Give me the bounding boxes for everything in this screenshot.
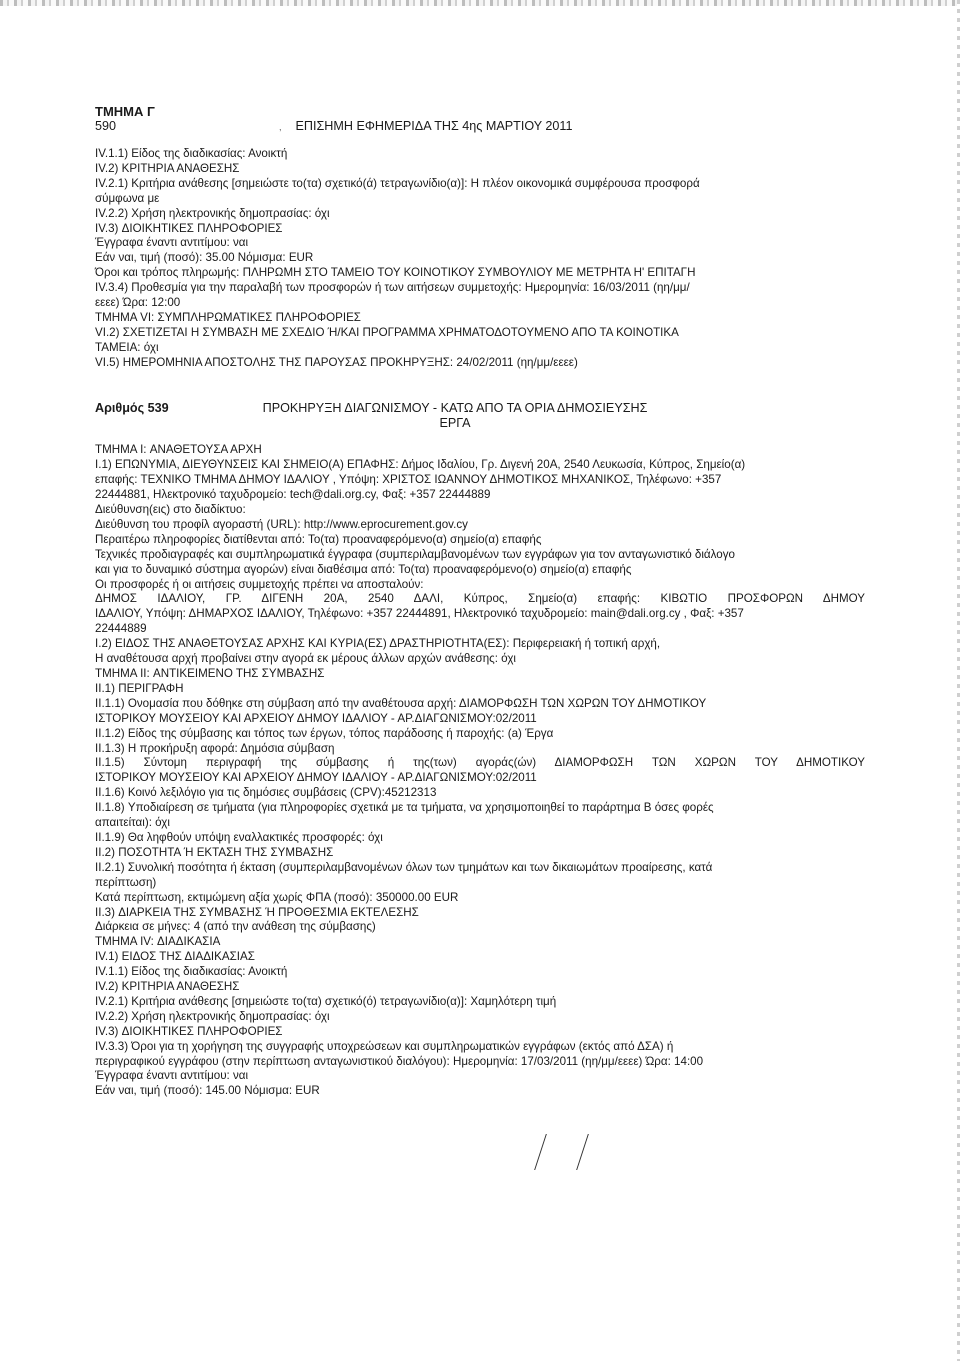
spacer	[95, 431, 865, 443]
notice-body	[95, 443, 865, 1099]
text-line: IV.2.1) Κριτήρια ανάθεσης [σημειώστε το(τα) σχετικό(ό) τετραγωνίδιο(α)]: Χαμηλότερη τιμή	[95, 994, 557, 1008]
spacer	[95, 135, 865, 147]
text-line: Εάν ναι, τιμή (ποσό): 35.00 Νόμισμα: EUR	[95, 251, 314, 265]
text-line: IV.3.3) Όροι για τη χορήγηση της συγγραφής υποχρεώσεων και συμπληρωματικών εγγράφων (εκτός από ΔΣΑ) ή	[95, 1039, 674, 1053]
text-line: II.1.9) Θα ληφθούν υπόψη εναλλακτικές προσφορές: όχι	[95, 830, 383, 844]
text-line: ΤΜΗΜΑ IV: ΔΙΑΔΙΚΑΣΙΑ	[95, 935, 221, 949]
text-line: Κατά περίπτωση, εκτιμώμενη αξία χωρίς ΦΠΑ (ποσό): 350000.00 EUR	[95, 890, 459, 904]
previous-notice-tail	[95, 147, 865, 371]
text-line: απαιτείται): όχι	[95, 816, 170, 830]
text-line: ΤΜΗΜΑ II: ΑΝΤΙΚΕΙΜΕΝΟ ΤΗΣ ΣΥΜΒΑΣΗΣ	[95, 667, 325, 680]
text-line: Διεύθυνση(εις) στο διαδίκτυο:	[95, 503, 246, 517]
text-line: Έγγραφα έναντι αντιτίμου: ναι	[95, 1069, 249, 1083]
text-line: 22444889	[95, 622, 147, 636]
text-line: II.1.1) Ονομασία που δόθηκε στη σύμβαση από την αναθέτουσα αρχή: ΔΙΑΜΟΡΦΩΣΗ ΤΩΝ ΧΩΡΩΝ ΤΟΥ ΔΗΜΟΤΙΚΟΥ	[95, 696, 707, 710]
slash-mark	[576, 1134, 589, 1170]
text-line: II.2.1) Συνολική ποσότητα ή έκταση (συμπεριλαμβανομένων όλων των τμημάτων και των δικαιωμάτων προαίρεσης, κατά	[95, 860, 713, 874]
text-line: Τεχνικές προδιαγραφές και συμπληρωματικά έγγραφα (συμπεριλαμβανομένων των εγγράφων για τον ανταγωνιστικό διάλογο	[95, 547, 735, 561]
text-line: VI.5) ΗΜΕΡΟΜΗΝΙΑ ΑΠΟΣΤΟΛΗΣ ΤΗΣ ΠΑΡΟΥΣΑΣ ΠΡΟΚΗΡΥΞΗΣ: 24/02/2011 (ηη/μμ/εεεε)	[95, 355, 578, 369]
slash-mark	[534, 1134, 547, 1170]
text-line: II.1.5) Σύντομη περιγραφή της σύμβασης ή της(των) αγοράς(ών) ΔΙΑΜΟΡΦΩΣΗ ΤΩΝ ΧΩΡΩΝ ΤΟΥ ΔΗΜΟΤΙΚΟΥ	[95, 756, 865, 770]
text-line: ΙΣΤΟΡΙΚΟΥ ΜΟΥΣΕΙΟΥ ΚΑΙ ΑΡΧΕΙΟΥ ΔΗΜΟΥ ΙΔΑΛΙΟΥ - ΑΡ.ΔΙΑΓΩΝΙΣΜΟΥ:02/2011	[95, 711, 537, 725]
text-line: II.1.8) Υποδιαίρεση σε τμήματα (για πληροφορίες σχετικά με τα τμήματα, να χρησιμοποιηθεί το παράρτημα Β όσες φορές	[95, 801, 714, 815]
text-line: IV.3) ΔΙΟΙΚΗΤΙΚΕΣ ΠΛΗΡΟΦΟΡΙΕΣ	[95, 221, 283, 235]
spacer	[95, 371, 865, 401]
scan-border-top	[0, 0, 960, 6]
page-header	[95, 104, 865, 135]
page-content	[95, 104, 865, 1099]
notice-title-line: ΠΡΟΚΗΡΥΞΗ ΔΙΑΓΩΝΙΣΜΟΥ - ΚΑΤΩ ΑΠΟ ΤΑ ΟΡΙΑ ΔΗΜΟΣΙΕΥΣΗΣ	[262, 400, 648, 415]
text-line: 22444881, Ηλεκτρονικό ταχυδρομείο: tech@dali.org.cy, Φαξ: +357 22444889	[95, 488, 491, 502]
text-line: IV.1.1) Είδος της διαδικασίας: Ανοικτή	[95, 147, 288, 160]
text-line: ΤΜΗΜΑ VI: ΣΥΜΠΛΗΡΩΜΑΤΙΚΕΣ ΠΛΗΡΟΦΟΡΙΕΣ	[95, 310, 361, 324]
text-line: II.3) ΔΙΑΡΚΕΙΑ ΤΗΣ ΣΥΜΒΑΣΗΣ Ή ΠΡΟΘΕΣΜΙΑ ΕΚΤΕΛΕΣΗΣ	[95, 905, 419, 919]
text-line: Η αναθέτουσα αρχή προβαίνει στην αγορά εκ μέρους άλλων αρχών ανάθεσης: όχι	[95, 652, 516, 666]
text-line: ΙΣΤΟΡΙΚΟΥ ΜΟΥΣΕΙΟΥ ΚΑΙ ΑΡΧΕΙΟΥ ΔΗΜΟΥ ΙΔΑΛΙΟΥ - ΑΡ.ΔΙΑΓΩΝΙΣΜΟΥ:02/2011	[95, 771, 537, 785]
page-number-row	[95, 119, 865, 135]
text-line: I.2) ΕΙΔΟΣ ΤΗΣ ΑΝΑΘΕΤΟΥΣΑΣ ΑΡΧΗΣ ΚΑΙ ΚΥΡΙΑ(ΕΣ) ΔΡΑΣΤΗΡΙΟΤΗΤΑ(ΕΣ): Περιφερειακή ή τοπική αρχή,	[95, 637, 661, 651]
text-line: περιγραφικού εγγράφου (στην περίπτωση ανταγωνιστικού διαλόγου): Ημερομηνία: 17/03/2011 (ηη/μμ/εεεε) Ώρα: 14:00	[95, 1054, 704, 1068]
text-line: ΤΜΗΜΑ I: ΑΝΑΘΕΤΟΥΣΑ ΑΡΧΗ	[95, 443, 262, 457]
text-line: σύμφωνα με	[95, 191, 160, 205]
text-line: IV.1) ΕΙΔΟΣ ΤΗΣ ΔΙΑΔΙΚΑΣΙΑΣ	[95, 950, 255, 964]
notice-title	[255, 401, 655, 432]
text-line: II.2) ΠΟΣΟΤΗΤΑ Ή ΕΚΤΑΣΗ ΤΗΣ ΣΥΜΒΑΣΗΣ	[95, 845, 334, 859]
scan-tick-mark: ,	[279, 122, 282, 132]
text-line: II.1.6) Κοινό λεξιλόγιο για τις δημόσιες συμβάσεις (CPV):45212313	[95, 786, 437, 800]
text-line: Εάν ναι, τιμή (ποσό): 145.00 Νόμισμα: EUR	[95, 1084, 320, 1098]
text-line: IV.1.1) Είδος της διαδικασίας: Ανοικτή	[95, 965, 288, 979]
text-line: Οι προσφορές ή οι αιτήσεις συμμετοχής πρέπει να αποσταλούν:	[95, 577, 424, 591]
text-line: II.1.2) Είδος της σύμβασης και τόπος των έργων, τόπος παράδοσης ή παροχής: (a) Έργα	[95, 726, 554, 740]
text-line: I.1) ΕΠΩΝΥΜΙΑ, ΔΙΕΥΘΥΝΣΕΙΣ ΚΑΙ ΣΗΜΕΙΟ(Α) ΕΠΑΦΗΣ: Δήμος Ιδαλίου, Γρ. Διγενή 20Α, 2540 Λευκωσία, Κύπρος, Σημείο(α)	[95, 458, 746, 472]
notice-title-line: ΕΡΓΑ	[439, 416, 471, 430]
text-line: Διεύθυνση του προφίλ αγοραστή (URL): http://www.eprocurement.gov.cy	[95, 517, 468, 531]
text-line: IV.3) ΔΙΟΙΚΗΤΙΚΕΣ ΠΛΗΡΟΦΟΡΙΕΣ	[95, 1024, 283, 1038]
text-line: Όροι και τρόπος πληρωμής: ΠΛΗΡΩΜΗ ΣΤΟ ΤΑΜΕΙΟ ΤΟΥ ΚΟΙΝΟΤΙΚΟΥ ΣΥΜΒΟΥΛΙΟΥ ΜΕ ΜΕΤΡΗΤΑ Η' ΕΠΙΤΑΓΗ	[95, 266, 696, 280]
page-number: 590	[95, 119, 117, 133]
gazette-title: ΕΠΙΣΗΜΗ ΕΦΗΜΕΡΙΔΑ ΤΗΣ 4ης ΜΑΡΤΙΟΥ 2011	[295, 119, 573, 133]
text-line: ΤΑΜΕΙΑ: όχι	[95, 340, 159, 354]
text-line: IV.2.2) Χρήση ηλεκτρονικής δημοπρασίας: όχι	[95, 1009, 330, 1023]
text-line: IV.2.2) Χρήση ηλεκτρονικής δημοπρασίας: όχι	[95, 206, 330, 220]
text-line: Έγγραφα έναντι αντιτίμου: ναι	[95, 236, 249, 250]
text-line: II.1.3) Η προκήρυξη αφορά: Δημόσια σύμβαση	[95, 741, 335, 755]
text-line: εεεε) Ώρα: 12:00	[95, 296, 181, 310]
text-line: επαφής: ΤΕΧΝΙΚΟ ΤΜΗΜΑ ΔΗΜΟΥ ΙΔΑΛΙΟΥ , Υπόψη: ΧΡΙΣΤΟΣ ΙΩΑΝΝΟΥ ΔΗΜΟΤΙΚΟΣ ΜΗΧΑΝΙΚΟΣ, Τηλέφωνο: +357	[95, 473, 722, 487]
text-line: Περαιτέρω πληροφορίες διατίθενται από: Το(τα) προαναφερόμενο(α) σημείο(α) επαφής	[95, 532, 542, 546]
notice-number: Αριθμός 539	[95, 400, 169, 415]
text-line: IV.2) ΚΡΙΤΗΡΙΑ ΑΝΑΘΕΣΗΣ	[95, 980, 240, 994]
text-line: ΙΔΑΛΙΟΥ, Υπόψη: ΔΗΜΑΡΧΟΣ ΙΔΑΛΙΟΥ, Τηλέφωνο: +357 22444891, Ηλεκτρονικό ταχυδρομείο: main@dali.org.cy , Φαξ: +357	[95, 607, 744, 621]
section-label: ΤΜΗΜΑ Γ	[95, 104, 155, 119]
text-line: και για το δυναμικό σύστημα αγορών) είναι διαθέσιμα από: Το(τα) προαναφερόμενο(ο) σημείο(α) επαφής	[95, 562, 632, 576]
text-line: IV.2.1) Κριτήρια ανάθεσης [σημειώστε το(τα) σχετικό(ά) τετραγωνίδιο(α)]: Η πλέον οικονομικά συμφέρουσα προσφορά	[95, 176, 700, 190]
text-line: περίπτωση)	[95, 875, 157, 889]
text-line: ΔΗΜΟΣ ΙΔΑΛΙΟΥ, ΓΡ. ΔΙΓΕΝΗ 20Α, 2540 ΔΑΛΙ, Κύπρος, Σημείο(α) επαφής: ΚΙΒΩΤΙΟ ΠΡΟΣΦΟΡΩΝ ΔΗΜΟΥ	[95, 592, 865, 606]
text-line: II.1) ΠΕΡΙΓΡΑΦΗ	[95, 681, 184, 695]
notice-heading	[95, 401, 865, 432]
text-line: IV.2) ΚΡΙΤΗΡΙΑ ΑΝΑΘΕΣΗΣ	[95, 161, 240, 175]
handwritten-slash-marks	[532, 1134, 592, 1170]
text-line: Διάρκεια σε μήνες: 4 (από την ανάθεση της σύμβασης)	[95, 920, 376, 934]
text-line: IV.3.4) Προθεσμία για την παραλαβή των προσφορών ή των αιτήσεων συμμετοχής: Ημερομηνία: 16/03/2011 (ηη/μμ/	[95, 281, 690, 295]
text-line: VI.2) ΣΧΕΤΙΖΕΤΑΙ Η ΣΥΜΒΑΣΗ ΜΕ ΣΧΕΔΙΟ Ή/ΚΑΙ ΠΡΟΓΡΑΜΜΑ ΧΡΗΜΑΤΟΔΟΤΟΥΜΕΝΟ ΑΠΟ ΤΑ ΚΟΙΝΟΤΙΚΑ	[95, 325, 679, 339]
